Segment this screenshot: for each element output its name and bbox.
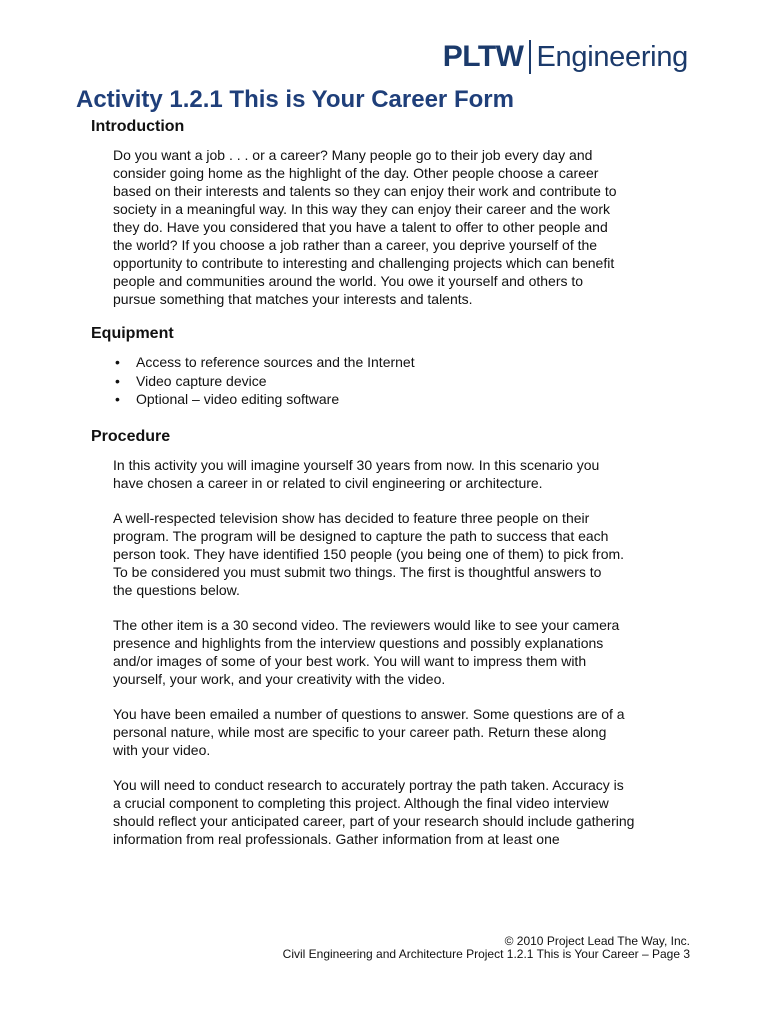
introduction-heading: Introduction <box>91 118 185 135</box>
introduction-paragraph <box>113 146 683 308</box>
procedure-paragraph <box>113 776 683 848</box>
text-line: The other item is a 30 second video. The reviewers would like to see your camera <box>113 617 620 633</box>
bullet-icon: • <box>115 391 120 407</box>
page-footer <box>283 935 690 961</box>
logo-brand: PLTW <box>442 40 524 73</box>
text-line: program. The program will be designed to capture the path to success that each <box>113 528 609 544</box>
text-line: they do. Have you considered that you have a talent to offer to other people and <box>113 219 608 235</box>
text-line: people and communities around the world. You owe it yourself and others to <box>113 273 584 289</box>
text-line: should reflect your anticipated career, part of your research should include gathering <box>113 813 635 829</box>
text-line: and/or images of some of your best work. You will want to impress them with <box>113 653 587 669</box>
text-line: pursue something that matches your interests and talents. <box>113 291 473 307</box>
procedure-paragraph <box>113 616 683 688</box>
document-title: Activity 1.2.1 This is Your Career Form <box>76 86 514 113</box>
text-line: society in a meaningful way. In this way they can enjoy their career and the work <box>113 201 610 217</box>
text-line: based on their interests and talents so they can enjoy their work and contribute to <box>113 183 617 199</box>
text-line: You will need to conduct research to accurately portray the path taken. Accuracy is <box>113 777 624 793</box>
text-line: personal nature, while most are specific to your career path. Return these along <box>113 724 607 740</box>
list-item: • Access to reference sources and the Internet <box>115 354 415 370</box>
text-line: presence and highlights from the interview questions and possibly explanations <box>113 635 604 651</box>
bullet-icon: • <box>115 354 120 370</box>
logo-division: Engineering <box>536 41 688 73</box>
text-line: information from real professionals. Gather information from at least one <box>113 831 560 847</box>
equipment-list <box>113 353 415 409</box>
text-line: To be considered you must submit two things. The first is thoughtful answers to <box>113 564 602 580</box>
list-item: • Video capture device <box>115 372 267 389</box>
text-line: with your video. <box>113 742 211 758</box>
text-line: A well-respected television show has decided to feature three people on their <box>113 510 590 526</box>
text-line: person took. They have identified 150 people (you being one of them) to pick from. <box>113 546 625 562</box>
procedure-paragraph <box>113 456 683 492</box>
bullet-icon: • <box>115 372 120 389</box>
text-line: the questions below. <box>113 582 240 598</box>
procedure-paragraph <box>113 705 683 759</box>
text-line: the world? If you choose a job rather than a career, you deprive yourself of the <box>113 237 598 253</box>
pltw-engineering-logo <box>443 38 688 76</box>
procedure-heading: Procedure <box>91 428 171 445</box>
procedure-paragraph <box>113 509 683 599</box>
equipment-heading: Equipment <box>91 325 174 342</box>
text-line: You have been emailed a number of questions to answer. Some questions are of a <box>113 706 625 722</box>
text-line: In this activity you will imagine yourself 30 years from now. In this scenario you <box>113 457 600 473</box>
text-line: a crucial component to completing this project. Although the final video interview <box>113 795 609 811</box>
text-line: have chosen a career in or related to civil engineering or architecture. <box>113 475 543 491</box>
text-line: consider going home as the highlight of the day. Other people choose a career <box>113 165 599 181</box>
page-number-line: Civil Engineering and Architecture Project 1.2.1 This is Your Career – Page 3 <box>282 947 690 961</box>
text-line: yourself, your work, and your creativity with the video. <box>113 671 446 687</box>
text-line: Do you want a job . . . or a career? Many people go to their job every day and <box>113 147 593 163</box>
text-line: opportunity to contribute to interesting and challenging projects which can benefit <box>113 255 615 271</box>
list-item: • Optional – video editing software <box>115 391 340 407</box>
copyright-notice: © 2010 Project Lead The Way, Inc. <box>504 934 690 948</box>
logo-divider <box>529 40 531 74</box>
